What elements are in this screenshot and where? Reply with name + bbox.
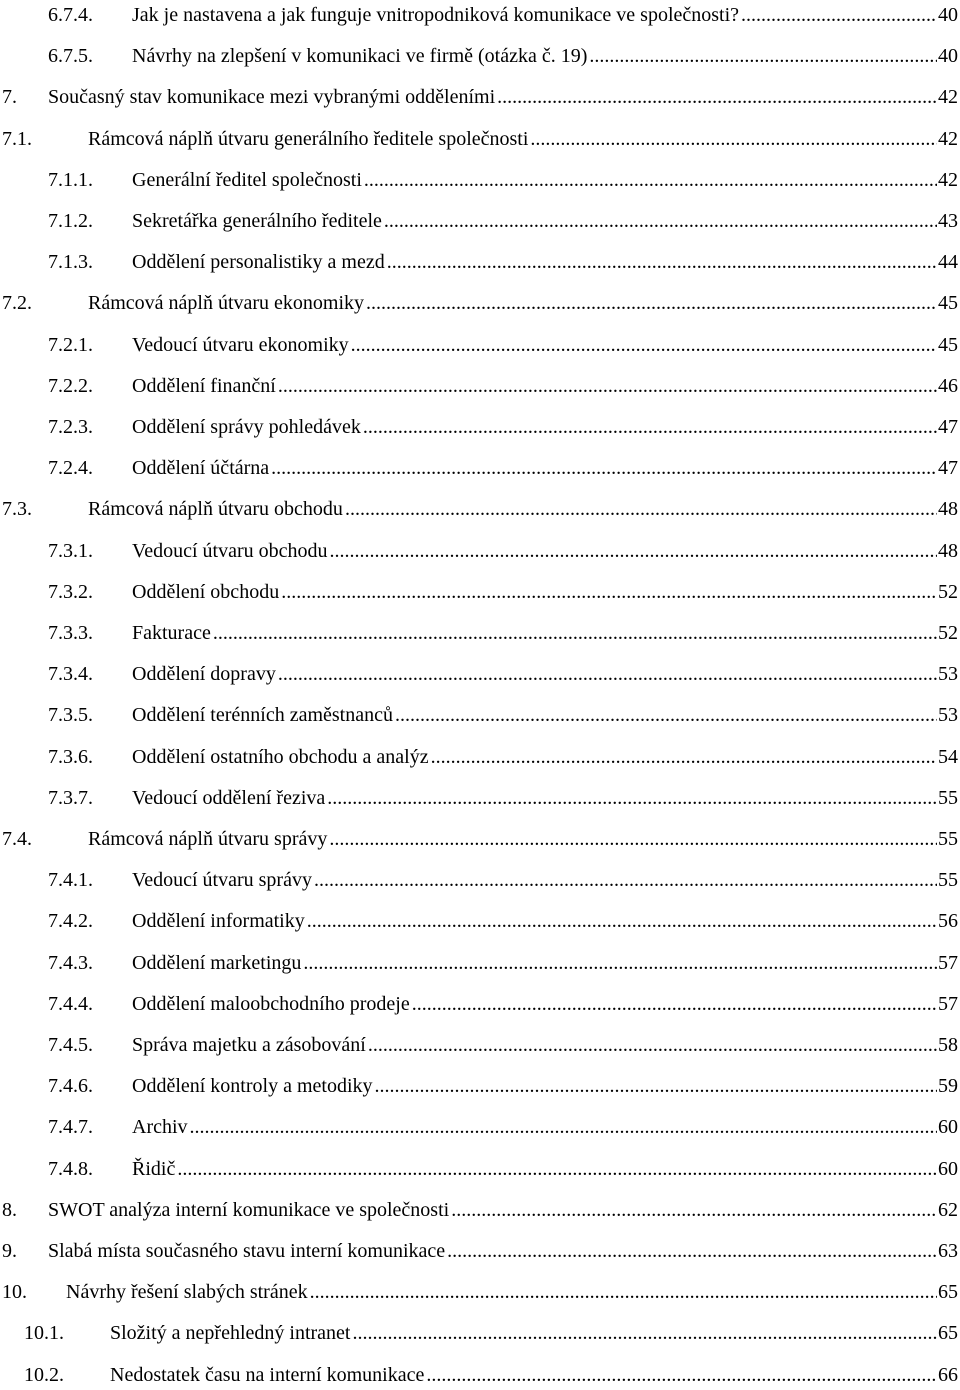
toc-entry-page-number: 54 bbox=[938, 745, 958, 768]
toc-dot-leader bbox=[497, 82, 937, 112]
toc-dot-leader bbox=[395, 700, 937, 730]
toc-entry-page-number: 42 bbox=[938, 168, 958, 191]
toc-entry-page-number: 56 bbox=[938, 910, 958, 933]
toc-entry-page-number: 48 bbox=[938, 539, 958, 562]
toc-entry-title: SWOT analýza interní komunikace ve společnosti bbox=[48, 1198, 450, 1221]
toc-dot-leader bbox=[387, 247, 937, 277]
toc-entry-title: Řidič bbox=[132, 1157, 176, 1180]
toc-entry-page-number: 42 bbox=[938, 127, 958, 150]
toc-entry-number: 7.4.1. bbox=[48, 869, 93, 892]
toc-entry-page-number: 52 bbox=[938, 622, 958, 644]
toc-dot-leader bbox=[278, 371, 937, 401]
toc-dot-leader bbox=[307, 906, 937, 936]
toc-entry[interactable] bbox=[0, 1071, 958, 1101]
toc-entry-page-number: 60 bbox=[938, 1116, 958, 1139]
toc-entry[interactable] bbox=[0, 371, 958, 401]
toc-entry[interactable] bbox=[0, 206, 958, 236]
toc-dot-leader bbox=[351, 330, 937, 360]
toc-entry-number: 10.2. bbox=[24, 1363, 64, 1386]
toc-entry-number: 7.4. bbox=[2, 828, 32, 850]
toc-entry-title: Oddělení informatiky bbox=[132, 910, 305, 933]
toc-entry-page-number: 46 bbox=[938, 374, 958, 397]
toc-entry[interactable] bbox=[0, 330, 958, 360]
toc-entry-number: 7.4.3. bbox=[48, 951, 93, 974]
toc-entry-number: 7.3.3. bbox=[48, 622, 93, 644]
toc-entry-number: 7.3.2. bbox=[48, 580, 93, 603]
toc-entry[interactable] bbox=[0, 1030, 958, 1060]
toc-entry[interactable] bbox=[0, 865, 958, 895]
toc-entry[interactable] bbox=[0, 41, 958, 71]
toc-entry-page-number: 53 bbox=[938, 663, 958, 686]
toc-entry-title: Oddělení kontroly a metodiky bbox=[132, 1075, 373, 1098]
toc-entry[interactable] bbox=[0, 618, 958, 648]
toc-entry[interactable] bbox=[0, 1195, 958, 1225]
toc-entry-title: Návrhy řešení slabých stránek bbox=[66, 1281, 308, 1304]
toc-entry-number: 7. bbox=[2, 86, 17, 109]
toc-dot-leader bbox=[330, 536, 937, 566]
toc-entry-number: 7.1. bbox=[2, 127, 32, 150]
toc-entry-title: Jak je nastavena a jak funguje vnitropodniková komunikace ve společnosti? bbox=[132, 4, 740, 26]
toc-entry-number: 10. bbox=[2, 1281, 27, 1304]
toc-entry-title: Rámcová náplň útvaru generálního ředitele společnosti bbox=[88, 127, 529, 150]
toc-entry-title: Oddělení finanční bbox=[132, 374, 276, 397]
toc-entry-title: Rámcová náplň útvaru ekonomiky bbox=[88, 292, 365, 315]
toc-dot-leader bbox=[177, 1154, 937, 1184]
toc-dot-leader bbox=[278, 659, 937, 689]
toc-dot-leader bbox=[363, 412, 937, 442]
toc-entry[interactable] bbox=[0, 165, 958, 195]
toc-entry-title: Oddělení správy pohledávek bbox=[132, 416, 361, 438]
toc-entry-number: 7.4.7. bbox=[48, 1116, 93, 1139]
toc-entry[interactable] bbox=[0, 1154, 958, 1184]
toc-entry-page-number: 43 bbox=[938, 210, 958, 232]
toc-entry-page-number: 65 bbox=[938, 1281, 958, 1304]
toc-entry-title: Rámcová náplň útvaru obchodu bbox=[88, 498, 343, 521]
toc-dot-leader bbox=[329, 824, 937, 854]
toc-entry[interactable] bbox=[0, 124, 958, 154]
toc-entry[interactable] bbox=[0, 824, 958, 854]
toc-dot-leader bbox=[366, 288, 937, 318]
toc-dot-leader bbox=[447, 1236, 937, 1266]
toc-entry-number: 7.4.8. bbox=[48, 1157, 93, 1180]
toc-entry-title: Oddělení ostatního obchodu a analýz bbox=[132, 745, 429, 768]
toc-dot-leader bbox=[368, 1030, 937, 1060]
toc-entry-number: 7.1.2. bbox=[48, 210, 93, 232]
toc-entry-page-number: 53 bbox=[938, 704, 958, 727]
toc-entry-page-number: 48 bbox=[938, 498, 958, 521]
toc-entry-number: 7.2. bbox=[2, 292, 32, 315]
toc-entry-page-number: 66 bbox=[938, 1363, 958, 1386]
toc-dot-leader bbox=[530, 124, 937, 154]
toc-entry[interactable] bbox=[0, 536, 958, 566]
toc-entry[interactable] bbox=[0, 1112, 958, 1142]
toc-dot-leader bbox=[314, 865, 937, 895]
toc-entry-title: Oddělení terénních zaměstnanců bbox=[132, 704, 393, 727]
toc-entry[interactable] bbox=[0, 247, 958, 277]
toc-entry-page-number: 42 bbox=[938, 86, 958, 109]
toc-dot-leader bbox=[375, 1071, 937, 1101]
toc-entry[interactable] bbox=[0, 288, 958, 318]
toc-entry-number: 9. bbox=[2, 1240, 17, 1262]
toc-entry-page-number: 45 bbox=[938, 292, 958, 315]
toc-entry-number: 7.3.6. bbox=[48, 745, 93, 768]
toc-entry[interactable] bbox=[0, 494, 958, 524]
toc-entry-title: Návrhy na zlepšení v komunikaci ve firmě (otázka č. 19) bbox=[132, 45, 588, 68]
toc-entry-number: 7.4.2. bbox=[48, 910, 93, 933]
toc-dot-leader bbox=[412, 989, 937, 1019]
toc-dot-leader bbox=[327, 783, 937, 813]
toc-entry-number: 7.2.2. bbox=[48, 374, 93, 397]
toc-dot-leader bbox=[451, 1195, 937, 1225]
toc-entry-page-number: 62 bbox=[938, 1198, 958, 1221]
toc-entry-page-number: 59 bbox=[938, 1075, 958, 1098]
toc-entry-page-number: 65 bbox=[938, 1322, 958, 1345]
toc-entry-page-number: 57 bbox=[938, 992, 958, 1015]
toc-entry-title: Rámcová náplň útvaru správy bbox=[88, 828, 328, 850]
toc-dot-leader bbox=[345, 494, 937, 524]
toc-entry[interactable] bbox=[0, 906, 958, 936]
toc-entry-number: 7.2.4. bbox=[48, 457, 93, 480]
toc-entry-number: 7.1.1. bbox=[48, 168, 93, 191]
toc-entry-title: Vedoucí útvaru obchodu bbox=[132, 539, 328, 562]
toc-dot-leader bbox=[271, 453, 937, 483]
toc-entry-number: 7.4.4. bbox=[48, 992, 93, 1015]
toc-dot-leader bbox=[190, 1112, 937, 1142]
toc-entry[interactable] bbox=[0, 700, 958, 730]
toc-entry-number: 7.3. bbox=[2, 498, 32, 521]
toc-entry[interactable] bbox=[0, 412, 958, 442]
toc-entry-title: Generální ředitel společnosti bbox=[132, 168, 362, 191]
toc-dot-leader bbox=[213, 618, 937, 648]
toc-entry[interactable] bbox=[0, 0, 958, 30]
toc-entry-number: 8. bbox=[2, 1198, 17, 1221]
toc-entry-number: 7.2.1. bbox=[48, 333, 93, 356]
toc-entry-number: 7.4.6. bbox=[48, 1075, 93, 1098]
toc-entry-title: Vedoucí oddělení řeziva bbox=[132, 786, 326, 809]
toc-entry-page-number: 40 bbox=[938, 45, 958, 68]
toc-entry-number: 6.7.4. bbox=[48, 4, 93, 26]
toc-dot-leader bbox=[589, 41, 937, 71]
toc-entry-number: 7.3.7. bbox=[48, 786, 93, 809]
toc-entry-number: 7.1.3. bbox=[48, 251, 93, 274]
toc-entry-title: Vedoucí útvaru správy bbox=[132, 869, 312, 892]
toc-entry[interactable] bbox=[0, 742, 958, 772]
toc-entry-title: Sekretářka generálního ředitele bbox=[132, 210, 382, 232]
toc-entry[interactable] bbox=[0, 1277, 958, 1307]
toc-entry-page-number: 47 bbox=[938, 457, 958, 480]
toc-entry[interactable] bbox=[0, 948, 958, 978]
toc-entry-title: Oddělení personalistiky a mezd bbox=[132, 251, 385, 274]
toc-entry-page-number: 55 bbox=[938, 786, 958, 809]
toc-entry-page-number: 57 bbox=[938, 951, 958, 974]
toc-entry-page-number: 52 bbox=[938, 580, 958, 603]
toc-entry[interactable] bbox=[0, 453, 958, 483]
toc-entry-page-number: 44 bbox=[938, 251, 958, 274]
toc-entry-title: Vedoucí útvaru ekonomiky bbox=[132, 333, 349, 356]
toc-entry-title: Současný stav komunikace mezi vybranými odděleními bbox=[48, 86, 496, 109]
toc-entry[interactable] bbox=[0, 659, 958, 689]
toc-entry-title: Oddělení obchodu bbox=[132, 580, 280, 603]
toc-dot-leader bbox=[364, 165, 937, 195]
toc-entry-title: Slabá místa současného stavu interní komunikace bbox=[48, 1240, 446, 1262]
toc-entry-title: Správa majetku a zásobování bbox=[132, 1034, 366, 1056]
toc-entry-page-number: 55 bbox=[938, 869, 958, 892]
toc-entry-number: 7.3.1. bbox=[48, 539, 93, 562]
toc-entry-title: Složitý a nepřehledný intranet bbox=[110, 1322, 351, 1345]
toc-entry-title: Fakturace bbox=[132, 622, 211, 644]
toc-entry[interactable] bbox=[0, 1360, 958, 1390]
toc-entry-page-number: 40 bbox=[938, 4, 958, 26]
toc-dot-leader bbox=[303, 948, 937, 978]
toc-entry-number: 7.2.3. bbox=[48, 416, 93, 438]
toc-dot-leader bbox=[281, 577, 937, 607]
toc-dot-leader bbox=[384, 206, 937, 236]
toc-entry-page-number: 45 bbox=[938, 333, 958, 356]
toc-entry-title: Oddělení účtárna bbox=[132, 457, 270, 480]
toc-entry-page-number: 58 bbox=[938, 1034, 958, 1056]
toc-entry-title: Oddělení marketingu bbox=[132, 951, 302, 974]
toc-entry-page-number: 63 bbox=[938, 1240, 958, 1262]
toc-entry-title: Oddělení maloobchodního prodeje bbox=[132, 992, 410, 1015]
toc-entry-page-number: 60 bbox=[938, 1157, 958, 1180]
toc-dot-leader bbox=[741, 0, 937, 30]
toc-entry-title: Archiv bbox=[132, 1116, 188, 1139]
toc-entry[interactable] bbox=[0, 577, 958, 607]
toc-entry-number: 6.7.5. bbox=[48, 45, 93, 68]
toc-entry-title: Oddělení dopravy bbox=[132, 663, 276, 686]
toc-entry-number: 10.1. bbox=[24, 1322, 64, 1345]
toc-entry[interactable] bbox=[0, 783, 958, 813]
toc-entry-number: 7.3.5. bbox=[48, 704, 93, 727]
toc-dot-leader bbox=[426, 1360, 937, 1390]
toc-entry[interactable] bbox=[0, 1318, 958, 1348]
toc-entry[interactable] bbox=[0, 1236, 958, 1266]
toc-entry[interactable] bbox=[0, 989, 958, 1019]
toc-entry-number: 7.4.5. bbox=[48, 1034, 93, 1056]
toc-entry-title: Nedostatek času na interní komunikace bbox=[110, 1363, 425, 1386]
toc-entry-page-number: 47 bbox=[938, 416, 958, 438]
toc-entry-page-number: 55 bbox=[938, 828, 958, 850]
toc-dot-leader bbox=[352, 1318, 937, 1348]
toc-entry[interactable] bbox=[0, 82, 958, 112]
toc-entry-number: 7.3.4. bbox=[48, 663, 93, 686]
toc-dot-leader bbox=[431, 742, 937, 772]
toc-dot-leader bbox=[310, 1277, 937, 1307]
